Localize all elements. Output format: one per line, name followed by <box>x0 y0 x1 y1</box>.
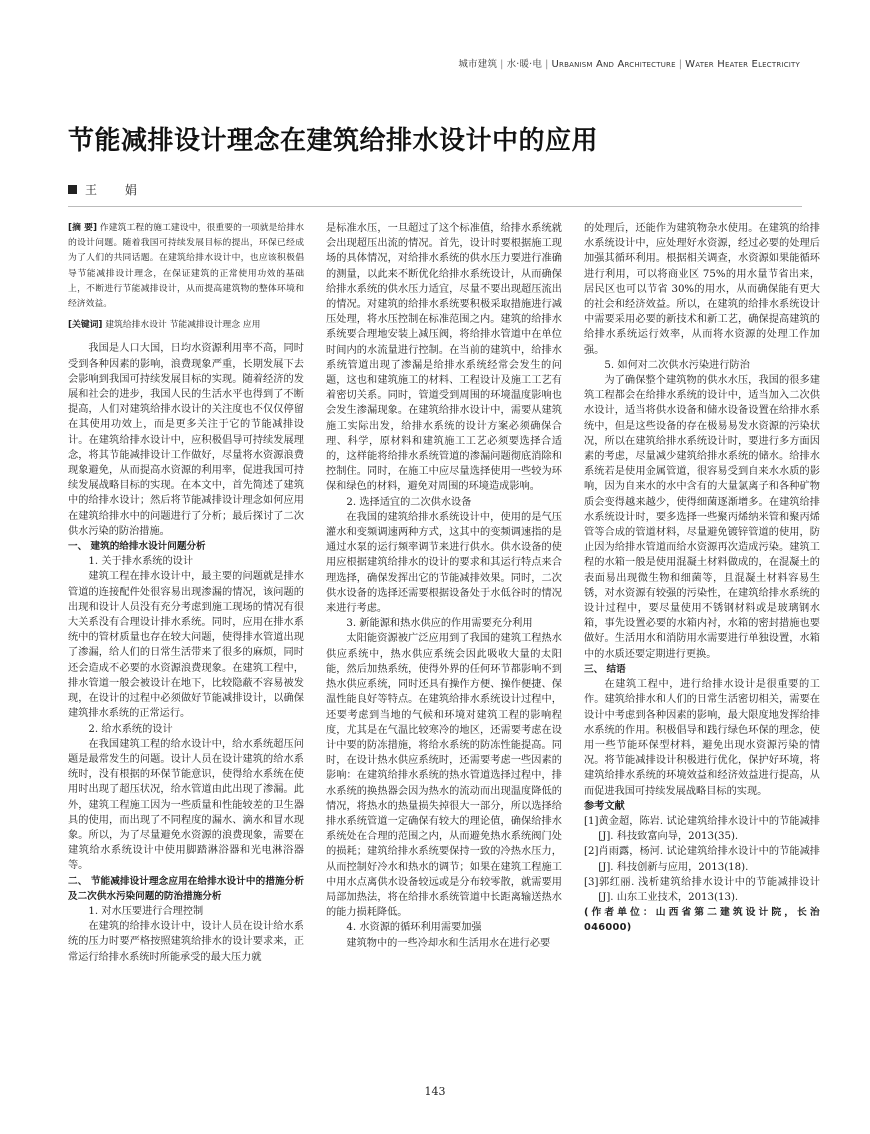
keywords-text: 建筑给排水设计 节能减排设计理念 应用 <box>105 320 261 331</box>
abstract-label: [摘 要] <box>68 223 98 233</box>
body-paragraph: 我国是人口大国，日均水资源利用率不高，同时受到各种因素的影响，浪费现象严重，长期发展下去会影响到我国可持续发展目标的实现。随着经济的发展和社会的进步，我国人民的生活水平也得到了不断提高，人们对建筑给排水设计的关注度也不仅仅停留在其使用功效上，而是更多关注于它的节能减排设计。在建筑给排水设计中，应积极倡导可持续发展理念，将其节能减排设计工作做好，尽量将水资源浪费现象避免，从而提高水资源的利用率，促进我国可持续发展战略目标的实现。在本文中，首先简述了建筑中的给排水设计；然后将节能减排设计理念如何应用在建筑给排水中的问题进行了分析；最后探讨了二次供水污染的防治措施。 <box>68 343 304 537</box>
author-affiliation: (作者单位：山西省第二建筑设计院，长治 046000) <box>584 907 820 934</box>
reference-item <box>584 875 820 905</box>
reference-item <box>584 844 820 874</box>
body-paragraph: 太阳能资源被广泛应用到了我国的建筑工程热水供应系统中，热水供应系统会因此吸收大量的太阳能，然后加热系统，使得外界的任何环节都影响不到热水供应系统，同时还具有操作方便、操作便捷、保温性能良好等特点。在建筑给排水系统设计过程中，还要考虑到当地的气候和环境对建筑工程的影响程度，尤其是在气温比较寒冷的地区，还需要考虑在设计中要的防冻措施，将给水系统的防冻性能提高。同时，在设计热水供应系统时，还需要考虑一些因素的影响：在建筑给排水系统的热水管道选择过程中，排水系统的换热器会因为热水的流动而出现温度降低的情况，将热水的热量损失掉很大一部分，所以选择给排水系统管道一定确保有较大的理论值，确保给排水系统处在合理的范围之内，从而避免热水系统阀门处的损耗；建筑给排水系统要保持一致的冷热水压力，从而控制好冷水和热水的调节；如果在建筑工程施工中用水点离供水设备较远或是分布较零散，就需要用局部加热法，将在给排水系统管道中长距离输送热水的能力损耗降低。 <box>326 633 562 919</box>
column-3-body <box>584 221 820 936</box>
column-2-body <box>326 221 562 951</box>
subsection-heading: 1. 关于排水系统的设计 <box>88 556 194 568</box>
header-category-en: Water Heater Electricity <box>685 59 800 70</box>
running-header: 城市建筑 | 水·暖·电 | Urbanism And Architecture | Water Heater Electricity <box>458 59 800 70</box>
keywords <box>68 318 304 333</box>
reference-text: 肖雨露，杨河. 试论建筑给排水设计中的节能减排[J]. 科技创新与应用，2013(18). <box>598 846 820 873</box>
body-paragraph: 为了确保整个建筑物的供水水压，我国的很多建筑工程都会在给排水系统的设计中，适当加入二次供水设计，适当将供水设备和储水设备设置在给排水系统中，但是这些设备的存在极易易发水资源的污染状况，所以在建筑给排水系统设计时，要进行多方面因素的考虑，尽量减少建筑给排水系统的储水。给排水系统若是使用金属管道，很容易受到自来水水质的影响，因为自来水的水中含有的大量氯离子和各种矿物质会变得越来越少，使得细菌逐渐增多。在建筑给排水系统设计时，要多选择一些聚丙烯纳米管和聚丙烯管等合成的管道材料，尽量避免镀锌管道的使用，防止因为给排水管道而给水资源再次造成污染。建筑工程的水箱一般是使用混凝土材料做成的，在混凝土的表面易出现微生物和细菌等，且混凝土材料容易生锈，对水资源有较强的污染性，在建筑给排水系统的设计过程中，要尽量使用不锈钢材料或是玻璃钢水箱，事先设置必要的水箱内衬，水箱的密封措施也要做好。生活用水和消防用水需要进行单独设置，水箱中的水质还要定期进行更换。 <box>584 375 820 660</box>
body-paragraph: 在建筑工程中，进行给排水设计是很重要的工作。建筑给排水和人们的日常生活密切相关，需要在设计中考虑到各种因素的影响，最大限度地发挥给排水系统的作用。积极倡导和践行绿色环保的理念，使用一些节能环保型材料，避免出现水资源污染的情况。将节能减排设计积极进行优化，保护好环境，将建筑给排水系统的环境效益和经济效益进行提高，从而促进我国可持续发展战略目标的实现。 <box>584 679 820 797</box>
header-category: 水·暖·电 <box>506 59 543 70</box>
author-name: 王 娟 <box>85 183 149 197</box>
references-heading: 参考文献 <box>584 800 625 812</box>
abstract-text: 作建筑工程的施工建设中，很重要的一项就是给排水的设计问题。随着我国可持续发展目标的提出，环保已经成为了人们的共同话题。在建筑给排水设计中，也应该积极倡导节能减排设计理念，在保证建筑的正常使用功效的基础上，不断进行节能减排设计，从而提高建筑物的整体环境和经济效益。 <box>68 223 305 310</box>
subsection-heading: 4. 水资源的循环利用需要加强 <box>346 922 482 934</box>
section-heading: 二、 节能减排设计理念应用在给排水设计中的措施分析及二次供水污染问题的防治措施分析 <box>68 875 304 902</box>
subsection-heading: 3. 新能源和热水供应的作用需要充分利用 <box>346 618 533 630</box>
header-section: 城市建筑 <box>458 59 498 70</box>
reference-number: [3] <box>584 876 599 888</box>
square-bullet-icon <box>68 185 77 194</box>
reference-text: 郭红丽. 浅析建筑给排水设计中的节能减排设计[J]. 山东工业技术，2013(13). <box>598 876 820 903</box>
column-1-body <box>68 341 304 964</box>
body-paragraph-continued: 是标准水压，一旦超过了这个标准值，给排水系统就会出现超压出流的情况。首先，设计时要根据施工现场的具体情况，对给排水系统的供水压力要进行准确的测量，以此来不断优化给排水系统设计，从而确保给排水系统的供水压力适宜，尽量不要出现超压流出的情况。对建筑的给排水系统要积极采取措施进行减压处理，将水压控制在标准范围之内。建筑的给排水系统要合理地安装上减压阀，将给排水管道中在单位时间内的水流量进行控制。在当前的建筑中，给排水系统管道出现了渗漏是给排水系统经常会发生的问题，这也和建筑施工的材料、工程设计及施工工艺有着密切关系。同时，管道受到周围的环境温度影响也会发生渗漏现象。在建筑给排水设计中，需要从建筑施工实际出发，给排水系统的设计方案必须确保合理、科学，原材料和建筑施工工艺必须要选择合适的，这样能将给排水系统管道的渗漏问题彻底消除和控制住。同时，在施工中应尽量选择使用一些较为环保和绿色的材料，避免对周围的环境造成影响。 <box>326 223 562 493</box>
body-paragraph: 在我国建筑工程的给水设计中，给水系统超压问题是最常发生的问题。设计人员在设计建筑的给水系统时，没有根据的环保节能意识，使得给水系统在使用时出现了超压状况，给水管道由此出现了渗漏。此外，建筑工程施工因为一些质量和性能较差的卫生器具的使用，而出现了不同程度的漏水、滴水和冒水现象。所以，为了尽量避免水资源的浪费现象，需要在建筑给水系统设计中使用脚踏淋浴器和光电淋浴器等。 <box>68 738 304 872</box>
reference-text: 黄金超，陈岩. 试论建筑给排水设计中的节能减排[J]. 科技致富向导，2013(35). <box>598 815 820 843</box>
body-paragraph: 建筑物中的一些冷却水和生活用水在进行必要 <box>346 937 551 949</box>
column-2 <box>326 221 562 951</box>
subsection-heading: 5. 如何对二次供水污染进行防治 <box>604 359 750 371</box>
subsection-heading: 2. 选择适宜的二次供水设备 <box>346 496 472 508</box>
page-number: 143 <box>424 1085 446 1098</box>
reference-number: [1] <box>584 815 599 827</box>
keywords-label: [关键词] <box>68 320 103 331</box>
body-paragraph: 建筑工程在排水设计中，最主要的问题就是排水管道的连接配件处很容易出现渗漏的情况，该问题的出现和设计人员没有充分考虑到施工现场的情况有很大关系没有合理设计排水系统。同时，应用在排水系统中的管材质量也存在较大问题，使得排水管道出现了渗漏，给人们的日常生活带来了很多的麻烦，同时还会造成不必要的水资源浪费现象。在建筑工程中，排水管道一般会被设计在地下，比较隐蔽不容易被发现，在设计的过程中必须做好节能减排设计，以确保建筑排水系统的正常运行。 <box>68 571 304 720</box>
header-section-en: Urbanism And Architecture <box>551 59 676 70</box>
reference-item <box>584 814 820 844</box>
author-line <box>68 181 149 198</box>
abstract <box>68 221 304 312</box>
column-3 <box>584 221 820 936</box>
body-paragraph: 在建筑的给排水设计中，设计人员在设计给水系统的压力时要严格按照建筑给排水的设计要求来，正常运行给排水系统时所能承受的最大压力就 <box>68 921 304 963</box>
title-divider <box>68 206 802 207</box>
column-1 <box>68 221 304 965</box>
article-title: 节能减排设计理念在建筑给排水设计中的应用 <box>68 126 599 156</box>
subsection-heading: 2. 给水系统的设计 <box>88 723 173 735</box>
body-paragraph-continued: 的处理后，还能作为建筑物杂水使用。在建筑的给排水系统设计中，应处理好水资源，经过必要的处理后加强其循环利用。根据相关调查，水资源如果能循环进行利用，可以将商业区 75%的用水量节省出来，居民区也可以节省 30%的用水，从而确保能有更大的社会和经济效益。所以，在建筑的给排水系统设计中需要采用必要的新技术和新工艺，确保提高建筑的给排水系统运行效率，从而将水资源的处理工作加强。 <box>584 223 820 356</box>
reference-number: [2] <box>584 846 599 858</box>
section-heading: 一、 建筑的给排水设计问题分析 <box>68 541 206 553</box>
body-paragraph: 在我国的建筑给排水系统设计中，使用的是气压灌水和变频调速两种方式，这其中的变频调速指的是通过水泵的运行频率调节来进行供水。供水设备的使用应根据建筑给排水的设计的要求和其运行特点来合理选择，确保发挥出它的节能减排效果。同时，二次供水设备的选择还需要根据设备处于水低谷时的情况来进行考虑。 <box>326 511 562 615</box>
section-heading: 三、 结语 <box>584 663 626 675</box>
subsection-heading: 1. 对水压要进行合理控制 <box>88 905 204 917</box>
